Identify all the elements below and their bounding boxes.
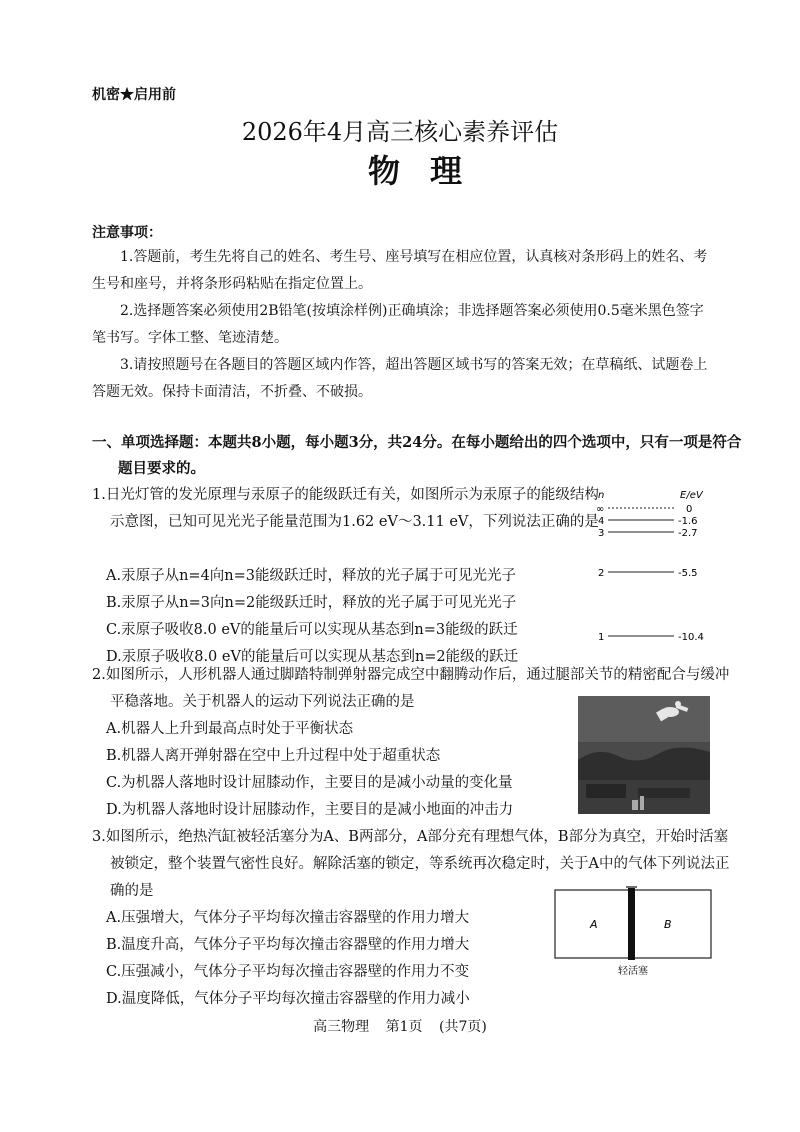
level-2-n: 2	[598, 568, 605, 579]
level-2-e: -5.5	[678, 568, 698, 579]
level-inf-e: 0	[686, 504, 693, 515]
footer-total: (共7页)	[438, 1019, 487, 1035]
q2-option-d: D.为机器人落地时设计屈膝动作，主要目的是减小地面的冲击力	[106, 802, 514, 818]
q3-stem: 3.如图所示，绝热汽缸被轻活塞分为A、B两部分，A部分充有理想气体，B部分为真空，开始时活塞被锁定，整个装置气密性良好。解除活塞的锁定，等系统再次稳定时，关于A中的气体下列说法正确的是	[92, 829, 730, 899]
q1-stem: 1.日光灯管的发光原理与汞原子的能级跃迁有关，如图所示为汞原子的能级结构示意图，已知可见光光子能量范围为1.62 eV～3.11 eV，下列说法正确的是	[92, 487, 599, 530]
page-footer	[0, 1016, 800, 1036]
exam-title: 2026年4月高三核心素养评估	[241, 118, 559, 146]
chamber-b-label: B	[664, 918, 672, 931]
chamber-a-label: A	[590, 918, 598, 931]
q2-option-b: B.机器人离开弹射器在空中上升过程中处于超重状态	[106, 748, 441, 764]
subject-title: 物理	[367, 152, 492, 190]
q1-option-c: C.汞原子吸收8.0 eV的能量后可以实现从基态到n=3能级的跃迁	[106, 622, 518, 638]
footer-page: 第1页	[385, 1019, 423, 1035]
piston	[628, 888, 635, 960]
notes-heading: 注意事项：	[92, 225, 162, 241]
footer-subject: 高三物理	[313, 1019, 370, 1035]
q3-option-c: C.压强减小，气体分子平均每次撞击容器壁的作用力不变	[106, 964, 470, 980]
q2-stem: 2.如图所示，人形机器人通过脚踏特制弹射器完成空中翻腾动作后，通过腿部关节的精密配合与缓冲平稳落地。关于机器人的运动下列说法正确的是	[92, 667, 730, 710]
q1-option-d: D.汞原子吸收8.0 eV的能量后可以实现从基态到n=2能级的跃迁	[106, 649, 519, 665]
cylinder-diagram	[554, 884, 714, 980]
note-item-3: 3.请按照题号在各题目的答题区域内作答，超出答题区域书写的答案无效；在草稿纸、试题卷上答题无效。保持卡面清洁，不折叠、不破损。	[92, 357, 708, 400]
q3-option-b: B.温度升高，气体分子平均每次撞击容器壁的作用力增大	[106, 937, 470, 953]
q1-option-b: B.汞原子从n=3向n=2能级跃迁时，释放的光子属于可见光光子	[106, 595, 517, 611]
level-1-n: 1	[598, 632, 605, 643]
q1-option-a: A.汞原子从n=4向n=3能级跃迁时，释放的光子属于可见光光子	[106, 568, 517, 584]
q3-option-d: D.温度降低，气体分子平均每次撞击容器壁的作用力减小	[106, 991, 470, 1007]
note-item-2: 2.选择题答案必须使用2B铅笔(按填涂样例)正确填涂；非选择题答案必须使用0.5毫米黑色签字笔书写。字体工整、笔迹清楚。	[92, 303, 704, 346]
level-1-e: -10.4	[678, 632, 704, 643]
piston-caption: 轻活塞	[618, 966, 648, 977]
q2-option-a: A.机器人上升到最高点时处于平衡状态	[106, 721, 354, 737]
q2-option-c: C.为机器人落地时设计屈膝动作，主要目的是减小动量的变化量	[106, 775, 513, 791]
level-inf-n: ∞	[596, 504, 605, 515]
level-4-e: -1.6	[678, 516, 698, 527]
diagram-e-label: E/eV	[680, 490, 703, 501]
level-4-n: 4	[598, 516, 605, 527]
robot-photo	[578, 696, 710, 814]
diagram-n-label: n	[598, 490, 605, 501]
section-1-heading: 一、单项选择题：本题共8小题，每小题3分，共24分。在每小题给出的四个选项中，只有一项是符合题目要求的。	[92, 434, 742, 477]
level-3-e: -2.7	[678, 528, 698, 539]
level-3-n: 3	[598, 528, 605, 539]
confidential-mark: 机密★启用前	[92, 87, 176, 103]
note-item-1: 1.答题前，考生先将自己的姓名、考生号、座号填写在相应位置，认真核对条形码上的姓名、考生号和座号，并将条形码粘贴在指定位置上。	[92, 249, 708, 292]
q3-option-a: A.压强增大，气体分子平均每次撞击容器壁的作用力增大	[106, 910, 470, 926]
energy-level-diagram	[592, 484, 716, 652]
